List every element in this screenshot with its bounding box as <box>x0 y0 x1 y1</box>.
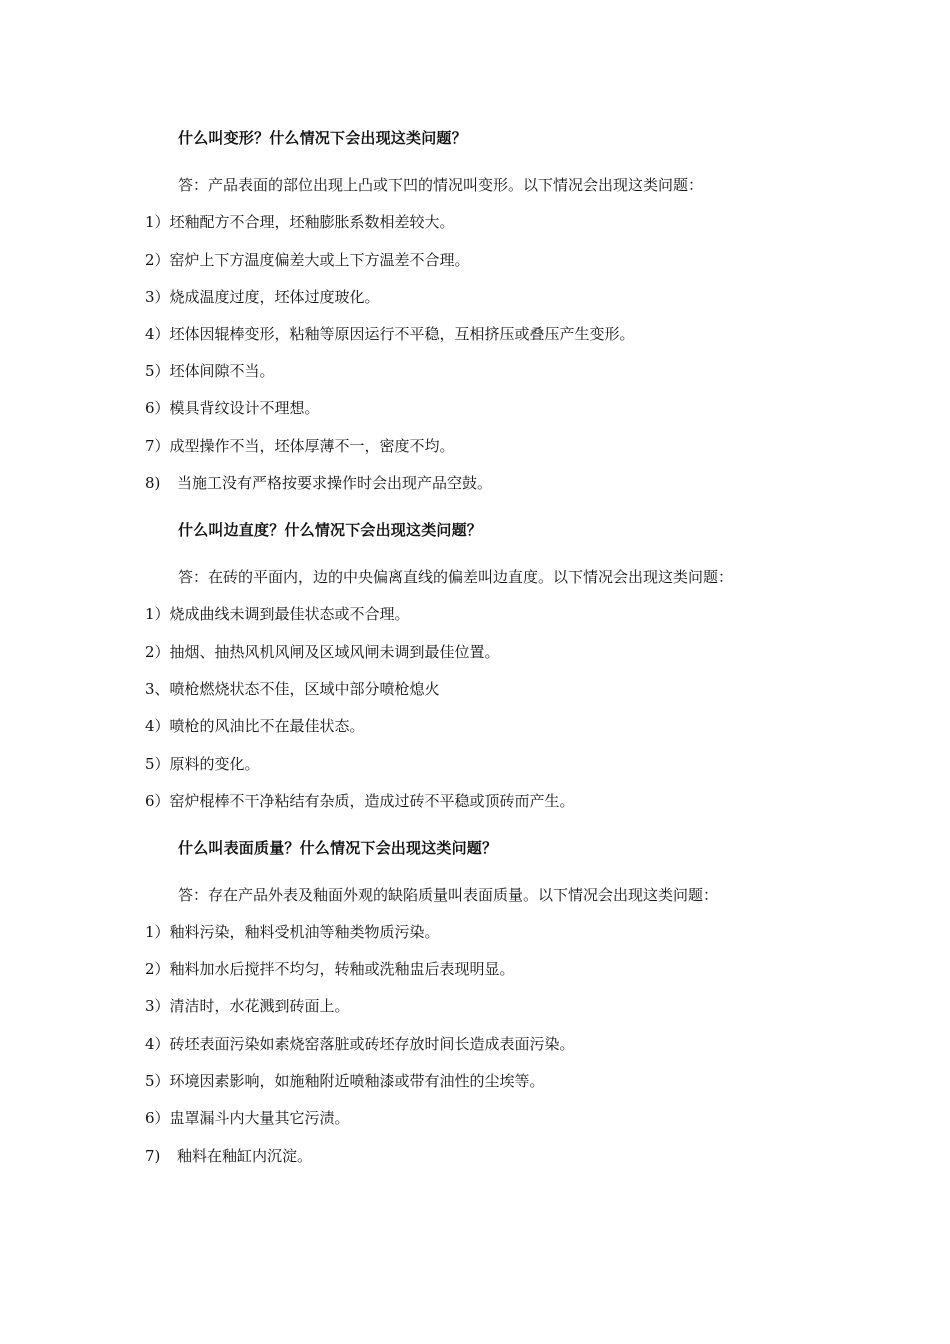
item-number: 5） <box>145 755 170 773</box>
list-item <box>145 1108 350 1128</box>
list-item <box>145 922 440 942</box>
item-number: 4） <box>145 717 170 735</box>
item-text: 抽烟、抽热风机风闸及区域风闸未调到最佳位置。 <box>169 643 500 661</box>
section-answer: 答：存在产品外表及釉面外观的缺陷质量叫表面质量。以下情况会出现这类问题： <box>178 886 719 904</box>
item-text: 窑炉上下方温度偏差大或上下方温差不合理。 <box>169 251 470 269</box>
list-item <box>145 716 365 736</box>
item-number: 8) <box>145 474 161 492</box>
list-item <box>145 996 350 1016</box>
item-number: 1） <box>145 213 170 231</box>
item-number: 6） <box>145 792 170 810</box>
item-text: 窑炉棍棒不干净粘结有杂质，造成过砖不平稳或顶砖而产生。 <box>169 792 575 810</box>
list-item <box>145 361 275 381</box>
item-text: 坯体因辊棒变形，粘釉等原因运行不平稳，互相挤压或叠压产生变形。 <box>169 325 635 343</box>
item-number: 3、 <box>145 680 170 698</box>
item-text: 坯体间隙不当。 <box>169 362 275 380</box>
list-item <box>145 754 260 774</box>
item-number: 1） <box>145 923 170 941</box>
item-text: 清洁时，水花溅到砖面上。 <box>169 997 350 1015</box>
section-heading: 什么叫表面质量？什么情况下会出现这类问题？ <box>178 839 498 857</box>
list-item <box>145 1146 312 1166</box>
item-text: 盅罩漏斗内大量其它污渍。 <box>169 1109 350 1127</box>
item-text: 坯釉配方不合理，坯釉膨胀系数相差较大。 <box>169 213 455 231</box>
item-number: 3） <box>145 288 170 306</box>
section-answer: 答：在砖的平面内，边的中央偏离直线的偏差叫边直度。以下情况会出现这类问题： <box>178 568 734 586</box>
item-text: 原料的变化。 <box>169 755 260 773</box>
item-number: 5） <box>145 1072 170 1090</box>
item-text: 砖坯表面污染如素烧窑落脏或砖坯存放时间长造成表面污染。 <box>169 1035 575 1053</box>
item-number: 1） <box>145 605 170 623</box>
section-heading: 什么叫变形？什么情况下会出现这类问题？ <box>178 129 467 147</box>
item-number: 7) <box>145 1147 161 1165</box>
item-number: 4） <box>145 325 170 343</box>
item-text: 环境因素影响，如施釉附近喷釉漆或带有油性的尘埃等。 <box>169 1072 545 1090</box>
list-item <box>145 212 455 232</box>
item-text: 成型操作不当，坯体厚薄不一，密度不均。 <box>169 437 455 455</box>
item-number: 2） <box>145 643 170 661</box>
list-item <box>145 473 492 493</box>
item-number: 3） <box>145 997 170 1015</box>
list-item <box>145 642 500 662</box>
list-item <box>145 287 380 307</box>
item-text: 当施工没有严格按要求操作时会出现产品空鼓。 <box>177 474 493 492</box>
list-item <box>145 324 635 344</box>
item-text: 烧成温度过度，坯体过度玻化。 <box>169 288 380 306</box>
item-number: 2） <box>145 960 170 978</box>
item-text: 喷枪的风油比不在最佳状态。 <box>169 717 365 735</box>
list-item <box>145 679 440 699</box>
item-number: 2） <box>145 251 170 269</box>
item-number: 5） <box>145 362 170 380</box>
item-text: 釉料污染，釉料受机油等釉类物质污染。 <box>169 923 440 941</box>
list-item <box>145 436 455 456</box>
list-item <box>145 250 470 270</box>
section-answer: 答：产品表面的部位出现上凸或下凹的情况叫变形。以下情况会出现这类问题： <box>178 176 704 194</box>
list-item <box>145 398 320 418</box>
item-number: 4） <box>145 1035 170 1053</box>
item-text: 釉料在釉缸内沉淀。 <box>177 1147 313 1165</box>
list-item <box>145 959 515 979</box>
list-item <box>145 604 410 624</box>
item-number: 7） <box>145 437 170 455</box>
item-number: 6） <box>145 399 170 417</box>
item-number: 6） <box>145 1109 170 1127</box>
item-text: 喷枪燃烧状态不佳，区域中部分喷枪熄火 <box>169 680 440 698</box>
item-text: 模具背纹设计不理想。 <box>169 399 320 417</box>
item-text: 烧成曲线未调到最佳状态或不合理。 <box>169 605 410 623</box>
section-heading: 什么叫边直度？什么情况下会出现这类问题？ <box>178 521 483 539</box>
item-text: 釉料加水后搅拌不均匀，转釉或洗釉盅后表现明显。 <box>169 960 515 978</box>
list-item <box>145 791 575 811</box>
list-item <box>145 1071 545 1091</box>
list-item <box>145 1034 575 1054</box>
